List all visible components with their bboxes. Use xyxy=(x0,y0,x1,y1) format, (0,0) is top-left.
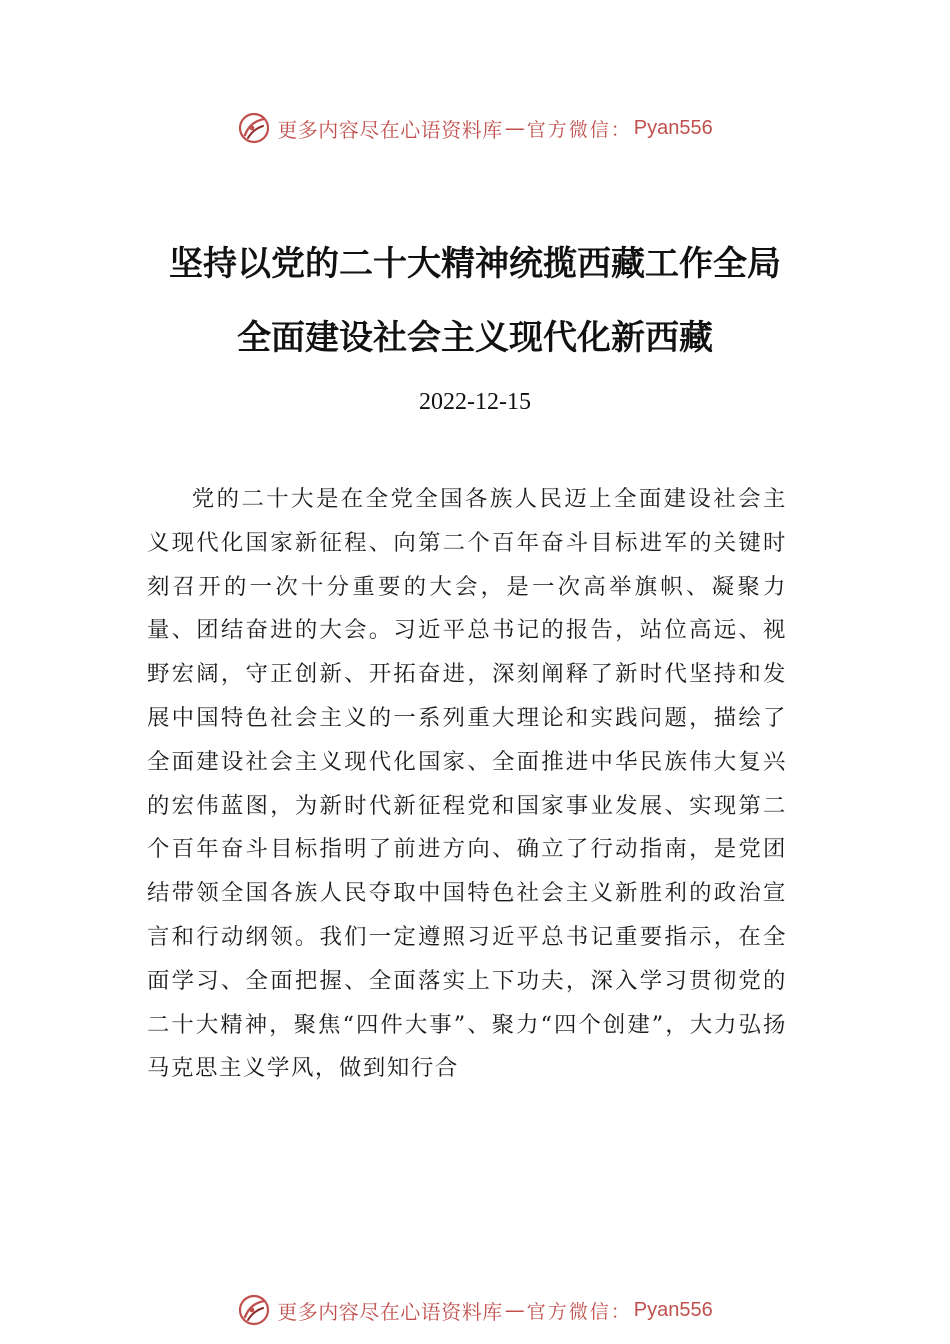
wechat-label: 官方微信： xyxy=(526,118,632,141)
wechat-id: Pyan556 xyxy=(633,1298,713,1321)
seal-logo-icon xyxy=(237,1293,271,1327)
wechat-label: 官方微信： xyxy=(526,1300,632,1323)
brand-name: 更多内容尽在心语资料库 xyxy=(277,1299,503,1324)
footer-banner xyxy=(0,1288,950,1332)
article-paragraph: 党的二十大是在全党全国各族人民迈上全面建设社会主义现代化国家新征程、向第二个百年奋斗目标进军的关键时刻召开的一次十分重要的大会，是一次高举旗帜、凝聚力量、团结奋进的大会。习近平总书记的报告，站位高远、视野宏阔，守正创新、开拓奋进，深刻阐释了新时代坚持和发展中国特色社会主义的一系列重大理论和实践问题，描绘了全面建设社会主义现代化国家、全面推进中华民族伟大复兴的宏伟蓝图，为新时代新征程党和国家事业发展、实现第二个百年奋斗目标指明了前进方向、确立了行动指南，是党团结带领全国各族人民夺取中国特色社会主义新胜利的政治宣言和行动纲领。我们一定遵照习近平总书记重要指示，在全面学习、全面把握、全面落实上下功夫，深入学习贯彻党的二十大精神，聚焦“四件大事”、聚力“四个创建”，大力弘扬马克思主义学风，做到知行合 xyxy=(147,486,787,1082)
brand-separator: — xyxy=(504,1298,525,1322)
article-date: 2022-12-15 xyxy=(419,389,531,415)
wechat-id: Pyan556 xyxy=(633,116,713,139)
seal-logo-icon xyxy=(237,111,271,145)
brand-name: 更多内容尽在心语资料库 xyxy=(277,117,503,142)
article-title-line-2: 全面建设社会主义现代化新西藏 xyxy=(237,318,713,358)
brand-separator: — xyxy=(504,116,525,140)
article-title-line-1: 坚持以党的二十大精神统揽西藏工作全局 xyxy=(169,244,781,284)
header-banner xyxy=(0,106,950,150)
